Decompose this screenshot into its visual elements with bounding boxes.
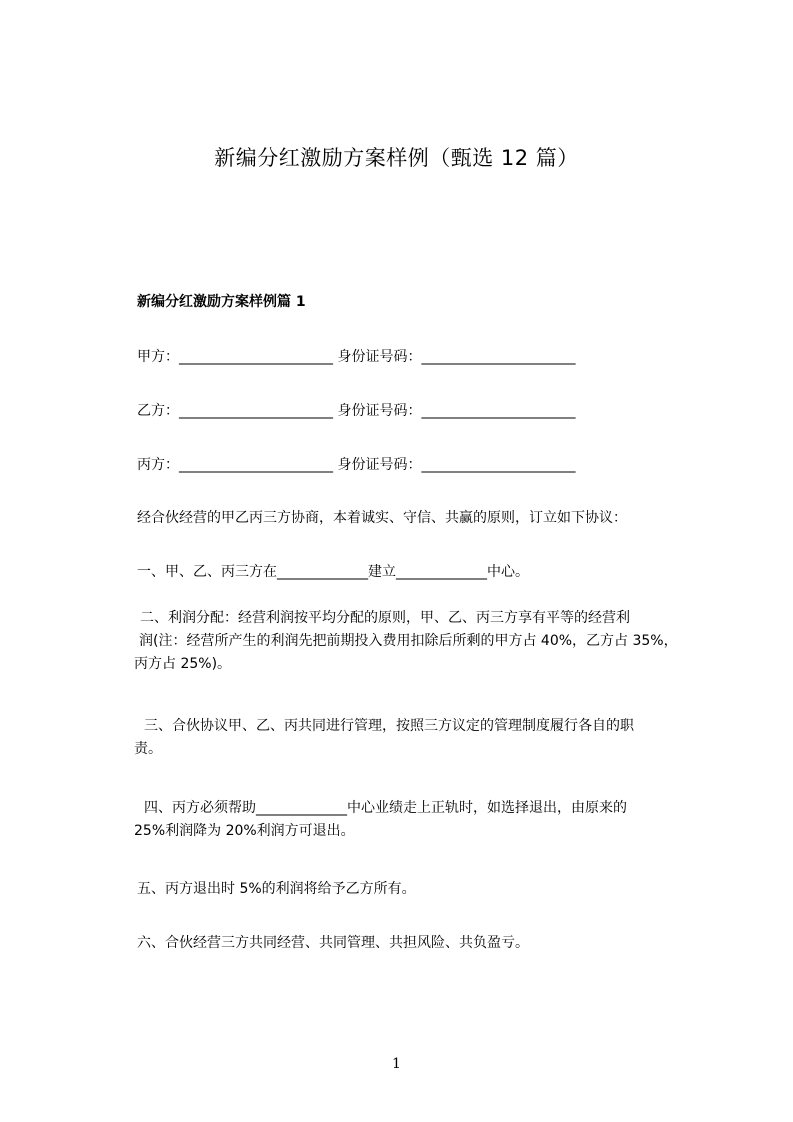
document-title: 新编分红激励方案样例（甄选 12 篇）	[214, 146, 579, 170]
clause-3-line-1: 三、合伙协议甲、乙、丙共同进行管理，按照三方议定的管理制度履行各自的职	[144, 718, 634, 734]
clause-2	[133, 607, 713, 676]
id-number-label: 身份证号码：	[337, 457, 422, 473]
clause-3	[133, 715, 713, 761]
clause-2-line-1: 二、利润分配：经营利润按平均分配的原则，甲、乙、丙三方享有平等的经营利	[140, 610, 630, 626]
party-label: 甲方：	[137, 349, 179, 365]
party-name-blank: ______________________	[179, 457, 333, 473]
clause-6: 六、合伙经营三方共同经营、共同管理、共担风险、共负盈亏。	[137, 935, 529, 951]
id-number-blank: ______________________	[421, 403, 576, 419]
id-number-blank: ______________________	[421, 457, 576, 473]
clause-2-line-2: 润(注：经营所产生的利润先把前期投入费用扣除后所剩的甲方占 40%，乙方占 35%，	[139, 633, 678, 649]
section-heading: 新编分红激励方案样例篇 1	[137, 294, 306, 310]
party-name-blank: ______________________	[179, 403, 333, 419]
clause-5: 五、丙方退出时 5%的利润将给予乙方所有。	[137, 881, 416, 897]
id-number-blank: ______________________	[421, 349, 576, 365]
party-row-bing	[137, 454, 575, 474]
party-row-yi	[137, 400, 575, 420]
id-number-label: 身份证号码：	[337, 349, 422, 365]
party-label: 丙方：	[137, 457, 179, 473]
party-row-jia	[137, 346, 575, 366]
id-number-label: 身份证号码：	[337, 403, 422, 419]
clause-4-line-1: 四、丙方必须帮助_____________中心业绩走上正轨时，如选择退出，由原来的	[144, 800, 627, 816]
clause-1: 一、甲、乙、丙三方在_____________建立_____________中心。	[137, 564, 529, 580]
clause-4-line-2: 25%利润降为 20%利润方可退出。	[134, 823, 355, 839]
intro-paragraph: 经合伙经营的甲乙丙三方协商，本着诚实、守信、共赢的原则，订立如下协议：	[137, 510, 627, 526]
party-name-blank: ______________________	[179, 349, 333, 365]
page-number: 1	[392, 1056, 401, 1072]
party-label: 乙方：	[137, 403, 179, 419]
clause-2-line-3: 丙方占 25%)。	[134, 656, 232, 672]
clause-4	[133, 797, 713, 843]
clause-3-line-2: 责。	[134, 741, 162, 757]
